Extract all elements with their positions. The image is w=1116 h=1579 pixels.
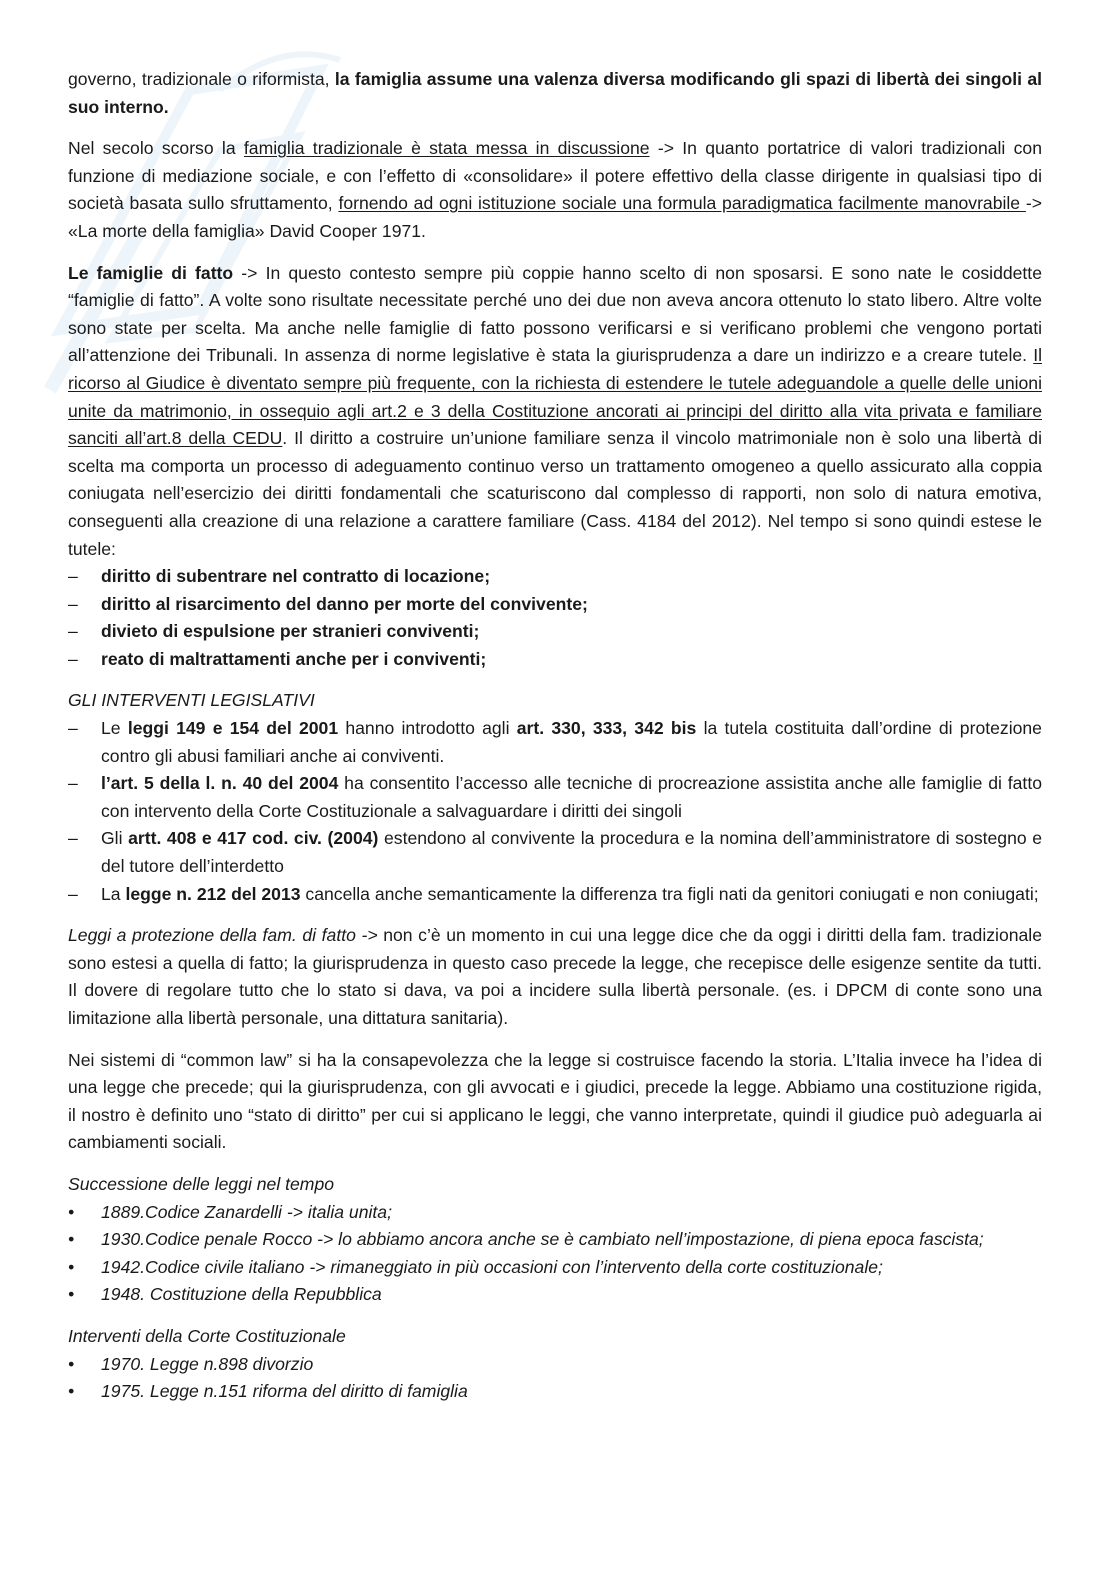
bullet-marker: •: [68, 1256, 75, 1277]
dash-marker: –: [68, 621, 78, 642]
section-heading-successione: Successione delle leggi nel tempo: [68, 1173, 335, 1194]
interventi-list: [68, 715, 1042, 908]
list-item: • 1942.Codice civile italiano -> rimaneggiato in più occasioni con l’intervento della corte costituzionale;: [68, 1254, 1042, 1282]
paragraph-leggi-protezione: Leggi a protezione della fam. di fatto -> non c’è un momento in cui una legge dice che da oggi i diritti della fam. tradizionale sono estesi a quella di fatto; la giurisprudenza in questo caso precede la legge, che recepisce delle esigenze sentite da tutti. Il dovere di regolare tutto che lo stato si dava, va poi a incidere sulla libertà personale. (es. i DPCM di conte sono una limitazione alla libertà personale, una dittatura sanitaria).: [68, 925, 1042, 1028]
list-item: • 1970. Legge n.898 divorzio: [68, 1351, 1042, 1379]
list-item: – l’art. 5 della l. n. 40 del 2004 ha consentito l’accesso alle tecniche di procreazione assistita anche alle famiglie di fatto con intervento della Corte Costituzionale a salvaguardare i diritti dei singoli: [68, 770, 1042, 825]
section-heading-interventi: GLI INTERVENTI LEGISLATIVI: [68, 690, 315, 711]
dash-marker: –: [68, 883, 78, 904]
document-page: [68, 66, 1042, 1406]
list-item: • 1975. Legge n.151 riforma del diritto di famiglia: [68, 1378, 1042, 1406]
dash-marker: –: [68, 648, 78, 669]
dash-marker: –: [68, 773, 78, 794]
dash-marker: –: [68, 828, 78, 849]
section-heading-corte: Interventi della Corte Costituzionale: [68, 1325, 346, 1346]
list-item: • 1930.Codice penale Rocco -> lo abbiamo ancora anche se è cambiato nell’impostazione, di piena epoca fascista;: [68, 1226, 1042, 1254]
list-item: – divieto di espulsione per stranieri conviventi;: [68, 618, 1042, 646]
paragraph-famiglie-di-fatto: Le famiglie di fatto -> In questo contesto sempre più coppie hanno scelto di non sposarsi. E sono nate le cosiddette “famiglie di fatto”. A volte sono risultate necessitate perché uno dei due non aveva ancora ottenuto lo stato libero. Altre volte sono state per scelta. Ma anche nelle famiglie di fatto possono verificarsi e si verificano problemi che vengono portati all’attenzione dei Tribunali. In assenza di norme legislative è stata la giurisprudenza a dare un indirizzo e a creare tutele. Il ricorso al Giudice è diventato sempre più frequente, con la richiesta di estendere le tutele adeguandole a quelle delle unioni unite da matrimonio, in ossequio agli art.2 e 3 della Costituzione ancorati ai principi del diritto alla vita privata e familiare sanciti all’art.8 della CEDU. Il diritto a costruire un’unione familiare senza il vincolo matrimoniale non è solo una libertà di scelta ma comporta un processo di adeguamento continuo verso un trattamento omogeneo a quello assicurato alla coppia coniugata nell’esercizio dei diritti fondamentali che scaturiscono dal complesso di rapporti, non solo di natura emotiva, conseguenti alla creazione di una relazione a carattere familiare (Cass. 4184 del 2012). Nel tempo si sono quindi estese le tutele:: [68, 262, 1042, 559]
dash-marker: –: [68, 718, 78, 739]
list-item: – Le leggi 149 e 154 del 2001 hanno introdotto agli art. 330, 333, 342 bis la tutela costituita dall’ordine di protezione contro gli abusi familiari anche ai conviventi.: [68, 715, 1042, 770]
paragraph-family-role: governo, tradizionale o riformista, la famiglia assume una valenza diversa modificando gli spazi di libertà dei singoli al suo interno.: [68, 69, 1042, 117]
paragraph-traditional-family: Nel secolo scorso la famiglia tradizionale è stata messa in discussione -> In quanto portatrice di valori tradizionali con funzione di mediazione sociale, e con l’effetto di «consolidare» il potere effettivo della classe dirigente in qualsiasi tipo di società basata sullo sfruttamento, fornendo ad ogni istituzione sociale una formula paradigmatica facilmente manovrabile -> «La morte della famiglia» David Cooper 1971.: [68, 138, 1042, 241]
list-item: – reato di maltrattamenti anche per i conviventi;: [68, 646, 1042, 674]
bullet-marker: •: [68, 1201, 75, 1222]
bullet-marker: •: [68, 1353, 75, 1374]
rights-list: [68, 563, 1042, 673]
list-item: • 1948. Costituzione della Repubblica: [68, 1281, 1042, 1309]
corte-list: [68, 1351, 1042, 1406]
successione-list: [68, 1199, 1042, 1309]
dash-marker: –: [68, 566, 78, 587]
list-item: – La legge n. 212 del 2013 cancella anche semanticamente la differenza tra figli nati da genitori coniugati e non coniugati;: [68, 881, 1042, 909]
list-item: – Gli artt. 408 e 417 cod. civ. (2004) estendono al convivente la procedura e la nomina dell’amministratore di sostegno e del tutore dell’interdetto: [68, 825, 1042, 880]
list-item: – diritto al risarcimento del danno per morte del convivente;: [68, 591, 1042, 619]
bullet-marker: •: [68, 1229, 75, 1250]
dash-marker: –: [68, 593, 78, 614]
paragraph-common-law: Nei sistemi di “common law” si ha la consapevolezza che la legge si costruisce facendo la storia. L’Italia invece ha l’idea di una legge che precede; qui la giurisprudenza, con gli avvocati e i giudici, precede la legge. Abbiamo una costituzione rigida, il nostro è definito uno “stato di diritto” per cui si applicano le leggi, che vanno interpretate, quindi il giudice può adeguarla ai cambiamenti sociali.: [68, 1049, 1042, 1153]
list-item: • 1889.Codice Zanardelli -> italia unita;: [68, 1199, 1042, 1227]
bullet-marker: •: [68, 1381, 75, 1402]
list-item: – diritto di subentrare nel contratto di locazione;: [68, 563, 1042, 591]
bullet-marker: •: [68, 1284, 75, 1305]
